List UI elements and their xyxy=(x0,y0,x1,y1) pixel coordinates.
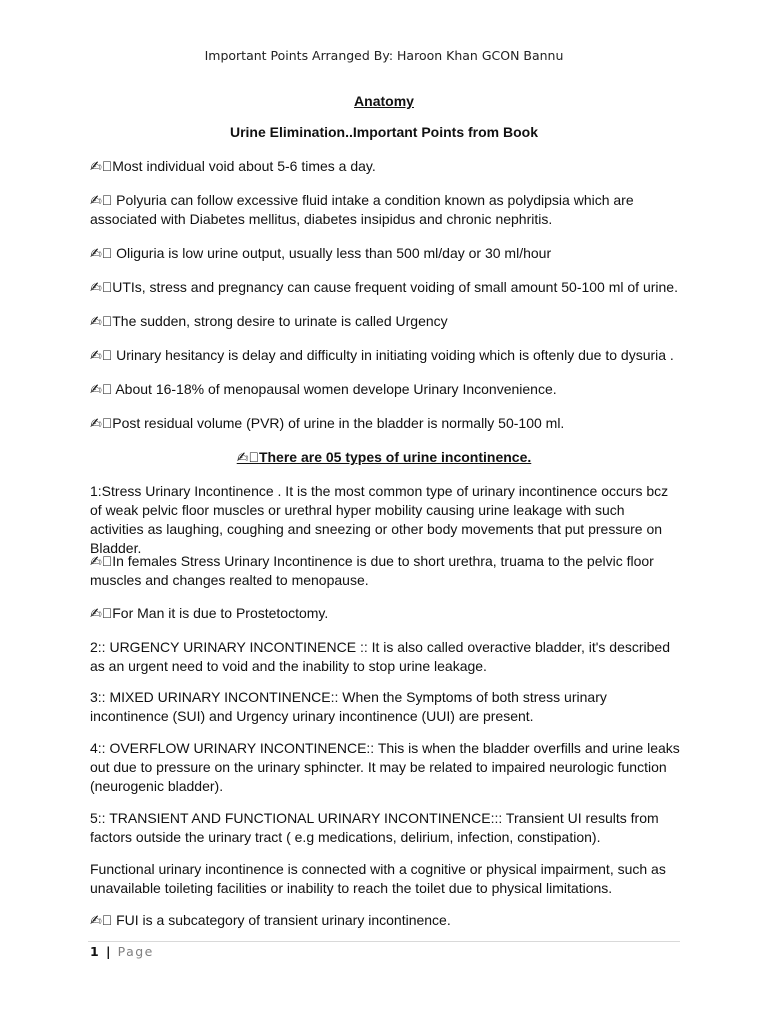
bullet-point: ✍ In females Stress Urinary Incontinence is due to short urethra, truama to the pelvic floor muscles and changes realted to menopause. xyxy=(90,553,654,588)
bullet-point: ✍ Most individual void about 5-6 times a day. xyxy=(90,158,376,174)
paragraph: 2:: URGENCY URINARY INCONTINENCE :: It is also called overactive bladder, it's described as an urgent need to void and the inability to stop urine leakage. xyxy=(90,639,670,674)
bullet-point: ✍ For Man it is due to Prostetoctomy. xyxy=(90,605,329,621)
bullet-point: ✍ Post residual volume (PVR) of urine in the bladder is normally 50-100 ml. xyxy=(90,415,565,431)
section-heading: ✍ There are 05 types of urine incontinence. xyxy=(236,449,532,465)
bullet-point: ✍  Polyuria can follow excessive fluid intake a condition known as polydipsia which are associated with Diabetes mellitus, diabetes insipidus and chronic nephritis. xyxy=(90,192,634,227)
paragraph: Functional urinary incontinence is connected with a cognitive or physical impairment, such as unavailable toileting facilities or inability to reach the toilet due to physical limitations. xyxy=(90,861,666,896)
page-number: 1 | xyxy=(90,944,113,959)
bullet-point: ✍ UTIs, stress and pregnancy can cause frequent voiding of small amount 50-100 ml of urine. xyxy=(90,279,678,295)
bullet-point: ✍ The sudden, strong desire to urinate is called Urgency xyxy=(90,313,448,329)
bullet-point: ✍  About 16-18% of menopausal women develope Urinary Inconvenience. xyxy=(90,381,557,397)
page-footer xyxy=(90,944,154,959)
page-header: Important Points Arranged By: Haroon Khan GCON Bannu xyxy=(204,48,564,63)
bullet-point: ✍  Oliguria is low urine output, usually less than 500 ml/day or 30 ml/hour xyxy=(90,245,552,261)
bullet-point: ✍  Urinary hesitancy is delay and difficulty in initiating voiding which is oftenly due to dysuria . xyxy=(90,347,674,363)
bullet-point: ✍  FUI is a subcategory of transient urinary incontinence. xyxy=(90,912,451,928)
paragraph: 1:Stress Urinary Incontinence . It is the most common type of urinary incontinence occurs bcz of weak pelvic floor muscles or urethral hyper mobility causing urine leakage with such activities as laughing, coughing and sneezing or other body movements that put pressure on Bladder. xyxy=(90,483,669,556)
page-title: Anatomy xyxy=(354,93,414,109)
paragraph: 3:: MIXED URINARY INCONTINENCE:: When the Symptoms of both stress urinary incontinence (SUI) and Urgency urinary incontinence (UUI) are present. xyxy=(90,689,607,724)
paragraph: 5:: TRANSIENT AND FUNCTIONAL URINARY INCONTINENCE::: Transient UI results from factors outside the urinary tract ( e.g medications, delirium, infection, constipation). xyxy=(90,810,659,845)
page-label: Page xyxy=(112,944,154,959)
paragraph: 4:: OVERFLOW URINARY INCONTINENCE:: This is when the bladder overfills and urine leaks out due to pressure on the urinary sphincter. It may be related to impaired neurologic function (neurogenic bladder). xyxy=(90,740,680,794)
footer-divider xyxy=(88,941,680,942)
page-subtitle: Urine Elimination..Important Points from Book xyxy=(229,124,538,140)
